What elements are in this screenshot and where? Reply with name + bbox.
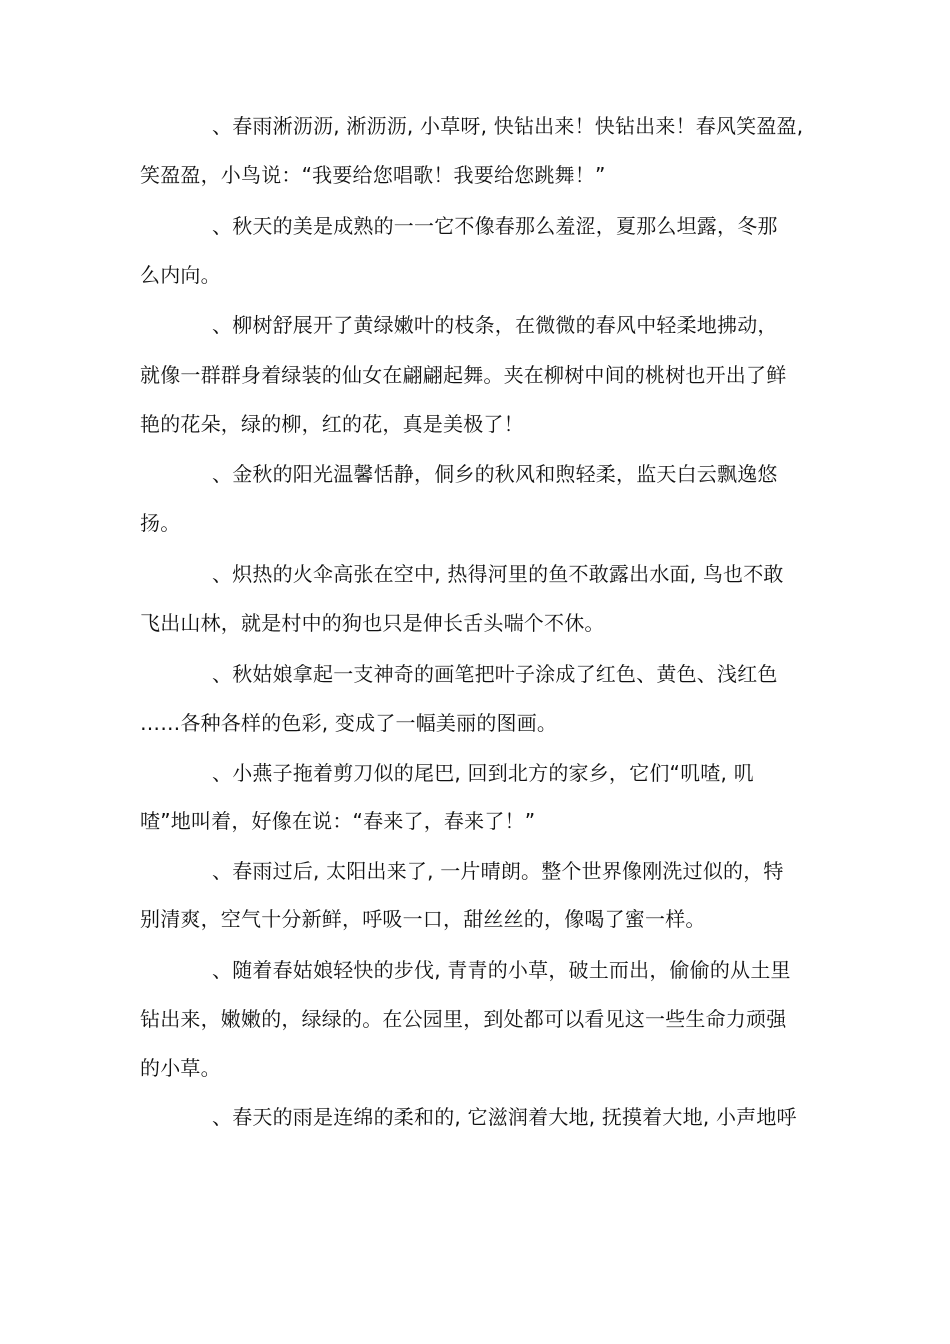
paragraph-line: 、秋姑娘拿起一支神奇的画笔把叶子涂成了红色、黄色、浅红色: [212, 662, 778, 686]
paragraph-line: 、炽热的火伞高张在空中, 热得河里的鱼不敢露出水面, 鸟也不敢: [212, 562, 784, 586]
paragraph-line: 扬。: [140, 511, 181, 535]
paragraph-line: 就像一群群身着绿装的仙女在翩翩起舞。夹在柳树中间的桃树也开出了鲜: [140, 363, 787, 387]
paragraph-line: ……各种各样的色彩, 变成了一幅美丽的图画。: [140, 711, 558, 735]
paragraph-line: 、春雨淅沥沥, 淅沥沥, 小草呀, 快钻出来！快钻出来！春风笑盈盈,: [212, 114, 804, 138]
paragraph-line: 喳”地叫着，好像在说：“春来了，春来了！”: [140, 809, 536, 833]
paragraph-line: 笑盈盈，小鸟说：“我要给您唱歌！我要给您跳舞！”: [140, 163, 606, 187]
paragraph-line: 钻出来，嫩嫩的，绿绿的。在公园里，到处都可以看见这一些生命力顽强: [140, 1007, 787, 1031]
paragraph-line: 、春天的雨是连绵的柔和的, 它滋润着大地, 抚摸着大地, 小声地呼: [212, 1105, 797, 1129]
paragraph-line: 、秋天的美是成熟的一一它不像春那么羞涩，夏那么坦露，冬那: [212, 214, 778, 238]
paragraph-line: 、金秋的阳光温馨恬静，侗乡的秋风和煦轻柔，监天白云飘逸悠: [212, 462, 778, 486]
paragraph-line: 别清爽，空气十分新鲜，呼吸一口，甜丝丝的，像喝了蜜一样。: [140, 907, 706, 931]
paragraph-line: 、春雨过后, 太阳出来了, 一片晴朗。整个世界像刚洗过似的，特: [212, 859, 784, 883]
paragraph-line: 艳的花朵，绿的柳，红的花，真是美极了！: [140, 412, 524, 436]
paragraph-line: 、柳树舒展开了黄绿嫩叶的枝条，在微微的春风中轻柔地拂动，: [212, 313, 778, 337]
paragraph-line: 、小燕子拖着剪刀似的尾巴, 回到北方的家乡，它们“叽喳, 叽: [212, 761, 754, 785]
paragraph-line: 么内向。: [140, 263, 221, 287]
paragraph-line: 飞出山林，就是村中的狗也只是伸长舌头喘个不休。: [140, 611, 605, 635]
paragraph-line: 的小草。: [140, 1056, 221, 1080]
paragraph-line: 、随着春姑娘轻快的步伐, 青青的小草，破土而出，偷偷的从土里: [212, 958, 791, 982]
